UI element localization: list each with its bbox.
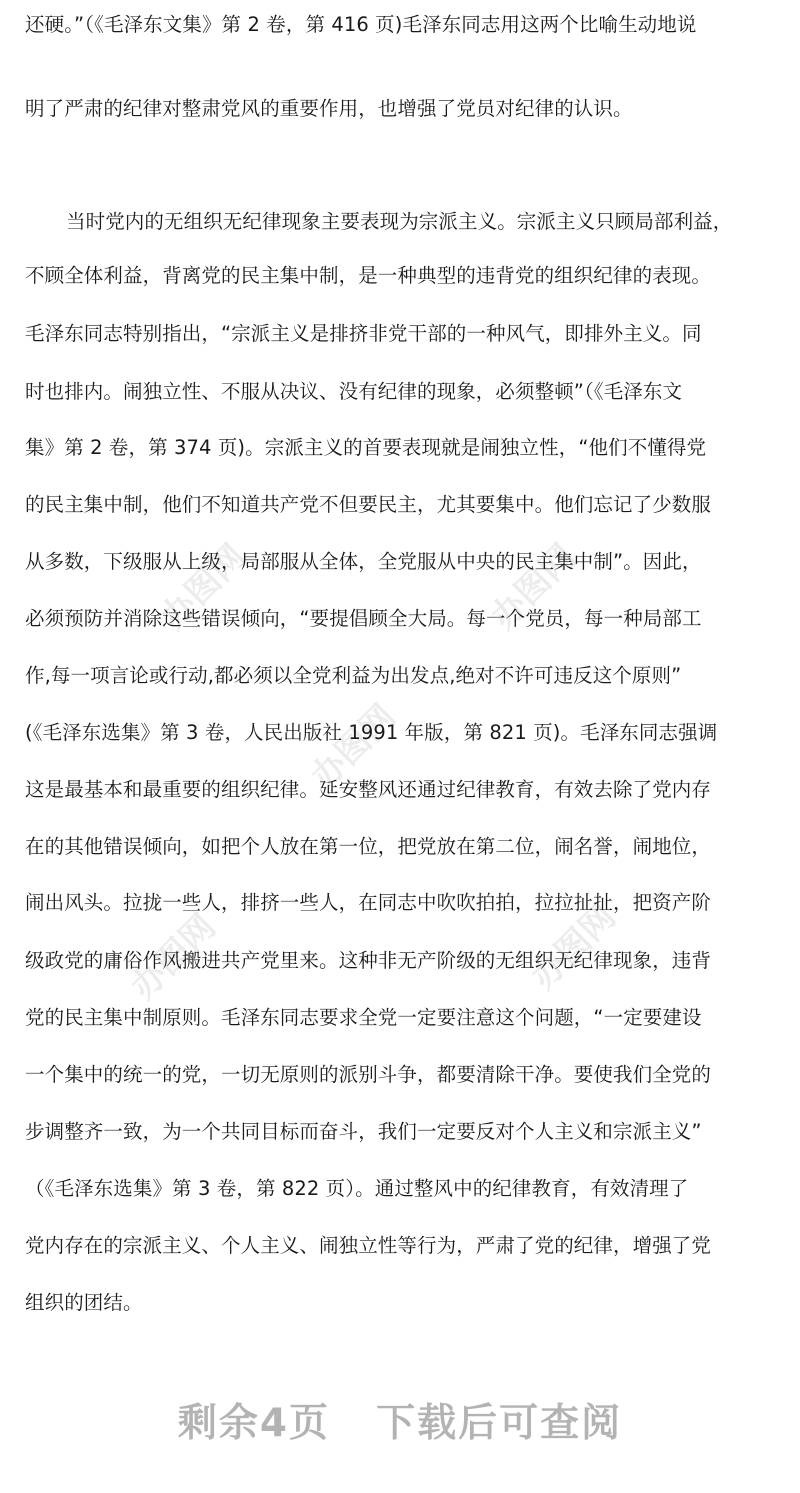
paragraph-line: 党的民主集中制原则。毛泽东同志要求全党一定要注意这个问题，“一定要建设 bbox=[25, 1006, 702, 1029]
remaining-pages-label: 剩余4页 bbox=[177, 1401, 331, 1446]
paragraph-line: 这是最基本和最重要的组织纪律。延安整风还通过纪律教育，有效去除了党内存 bbox=[25, 778, 712, 801]
download-prompt[interactable] bbox=[0, 1392, 800, 1448]
paragraph-line: 在的其他错误倾向，如把个人放在第一位，把党放在第二位，闹名誉，闹地位， bbox=[25, 835, 712, 858]
paragraph-line: 步调整齐一致，为一个共同目标而奋斗，我们一定要反对个人主义和宗派主义” bbox=[25, 1120, 702, 1143]
paragraph-line: 党内存在的宗派主义、个人主义、闹独立性等行为，严肃了党的纪律，增强了党 bbox=[25, 1234, 712, 1257]
download-to-view-label[interactable]: 下载后可查阅 bbox=[376, 1401, 623, 1446]
paragraph-line: 级政党的庸俗作风搬进共产党里来。这种非无产阶级的无组织无纪律现象，违背 bbox=[25, 949, 712, 972]
watermark: 办图网 bbox=[123, 906, 224, 1008]
paragraph-line: 当时党内的无组织无纪律现象主要表现为宗派主义。宗派主义只顾局部利益， bbox=[66, 210, 733, 233]
paragraph-line: 的民主集中制，他们不知道共产党不但要民主，尤其要集中。他们忘记了少数服 bbox=[25, 493, 712, 516]
paragraph-line: 闹出风头。拉拢一些人，排挤一些人，在同志中吹吹拍拍，拉拉扯扯，把资产阶 bbox=[25, 891, 712, 914]
paragraph-line: 作,每一项言论或行动,都必须以全党利益为出发点,绝对不许可违反这个原则” bbox=[25, 664, 682, 687]
watermark: 办图网 bbox=[523, 896, 624, 998]
paragraph-line: 一个集中的统一的党，一切无原则的派别斗争，都要清除干净。要使我们全党的 bbox=[25, 1063, 712, 1086]
paragraph-line: 不顾全体利益，背离党的民主集中制，是一种典型的违背党的组织纪律的表现。 bbox=[25, 264, 712, 287]
paragraph-line: 明了严肃的纪律对整肃党风的重要作用，也增强了党员对纪律的认识。 bbox=[25, 97, 633, 120]
paragraph-line: 必须预防并消除这些错误倾向，“要提倡顾全大局。每一个党员，每一种局部工 bbox=[25, 607, 702, 630]
watermark: 办图网 bbox=[303, 696, 404, 798]
paragraph-line: 从多数，下级服从上级，局部服从全体，全党服从中央的民主集中制”。因此， bbox=[25, 550, 702, 573]
paragraph-line: 组织的团结。 bbox=[25, 1291, 143, 1314]
paragraph-line: 集》第 2 卷，第 374 页)。宗派主义的首要表现就是闹独立性，“他们不懂得党 bbox=[25, 436, 707, 459]
watermark: 办图网 bbox=[153, 536, 254, 638]
paragraph-line: 毛泽东同志特别指出，“宗派主义是排挤非党干部的一种风气，即排外主义。同 bbox=[25, 322, 702, 345]
paragraph-line: （《毛泽东选集》第 3 卷，第 822 页）。通过整风中的纪律教育，有效清理了 bbox=[25, 1177, 689, 1200]
paragraph-line: 时也排内。闹独立性、不服从决议、没有纪律的现象，必须整顿”（《毛泽东文 bbox=[25, 380, 683, 403]
watermark: 办图网 bbox=[483, 536, 584, 638]
paragraph-line: (《毛泽东选集》第 3 卷，人民出版社 1991 年版，第 821 页)。毛泽东同志强调 bbox=[25, 721, 718, 744]
paragraph-line: 还硬。”（《毛泽东文集》第 2 卷，第 416 页)毛泽东同志用这两个比喻生动地说 bbox=[25, 13, 697, 36]
